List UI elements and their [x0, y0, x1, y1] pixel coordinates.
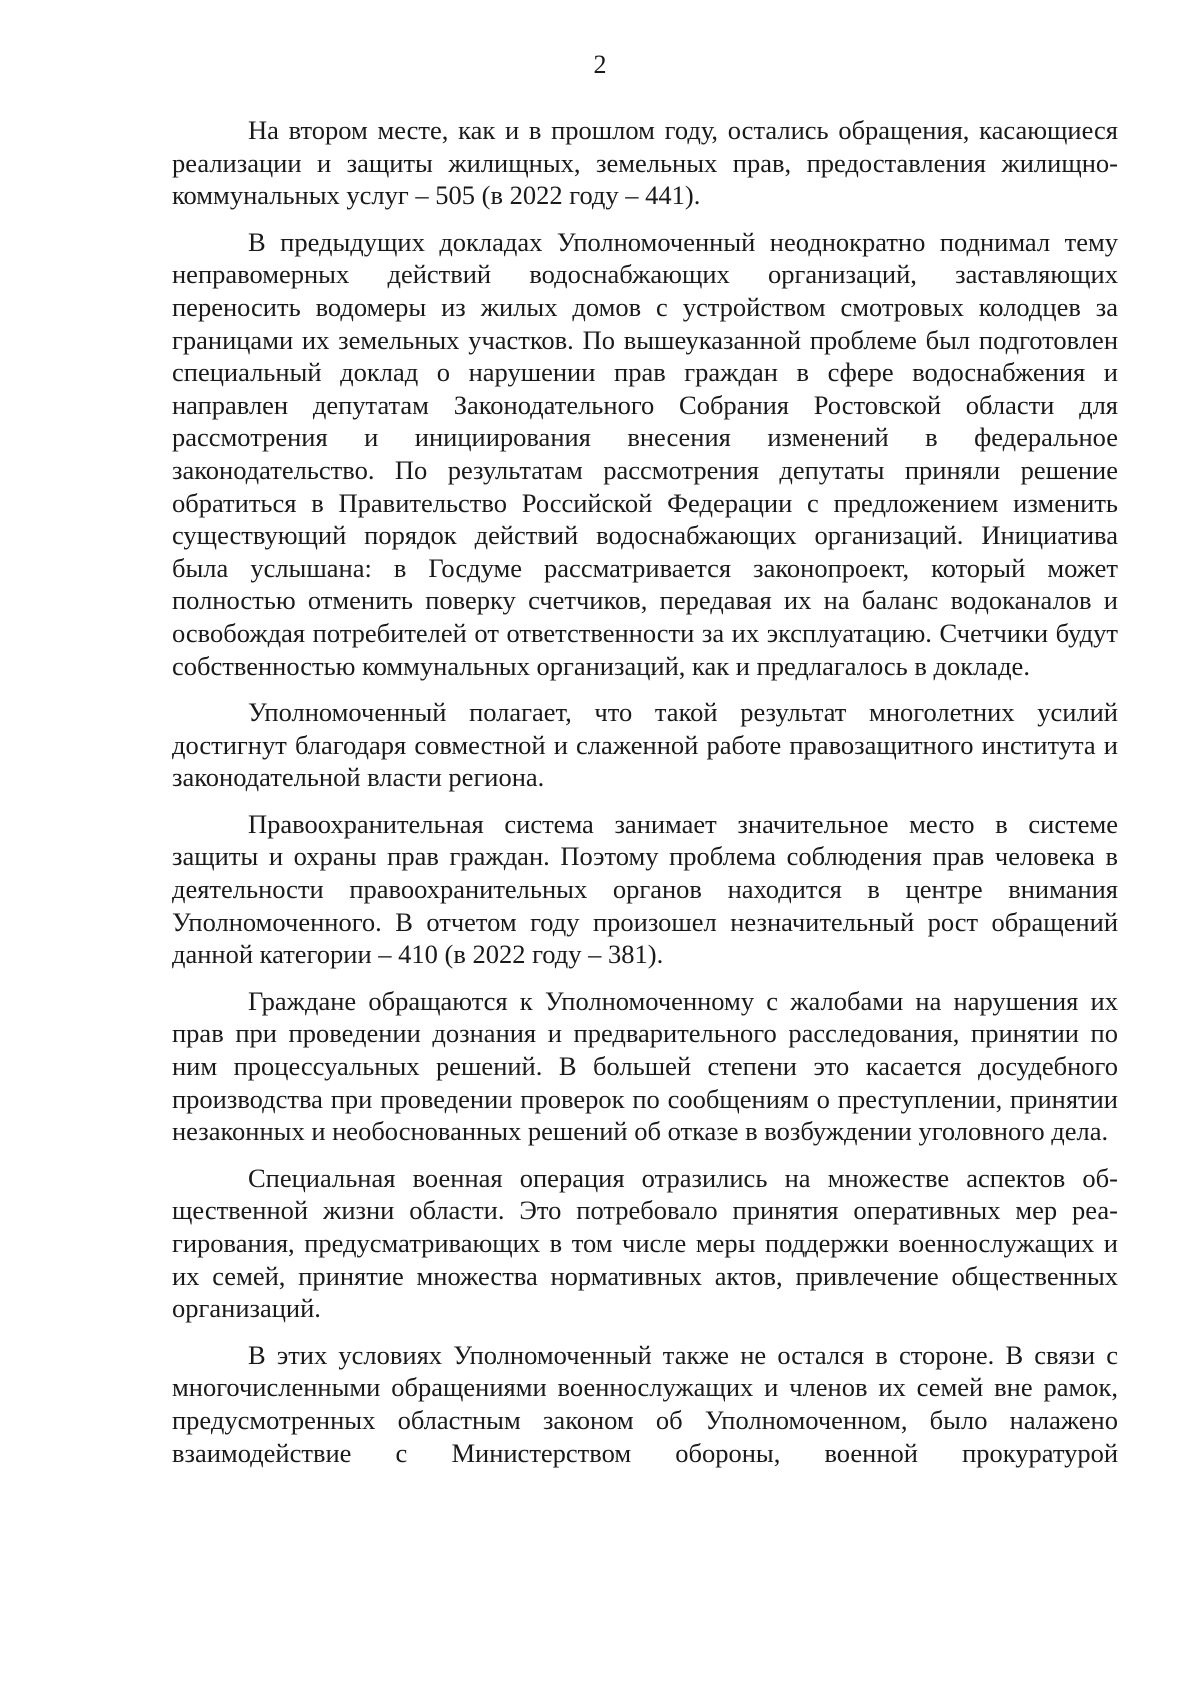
- paragraph-ombudsman-cooperation: В этих условиях Уполномоченный также не остался в стороне. В связи с многочисленными обращениями военнослужащих и членов их семей вне рамок, предусмотренных областным законом об Уполномоченном, было налажено взаимодействие с Министерством обороны, военной прокуратурой: [172, 1339, 1118, 1468]
- paragraph-law-enforcement: Правоохранительная система занимает значительное место в системе защиты и охраны прав граждан. Поэтому проблема соблюдения прав человека в деятельности правоохранительных органов находится в центре внимания Уполномоченного. В отчетом году произошел незначительный рост обращений данной категории – 410 (в 2022 году – 381).: [172, 808, 1118, 970]
- paragraph-ombudsman-assessment: Уполномоченный полагает, что такой результат многолетних усилий достигнут благодаря совместной и слаженной работе правозащитного института и законодательной власти региона.: [172, 697, 1118, 793]
- paragraph-special-operation: Специальная военная операция отразились на множестве аспектов общественной жизни области. Это потребовало принятия оперативных мер реагирования, предусматривающих в том числе меры поддержки военнослужащих и их семей, принятие множества нормативных актов, привлечение общественных организаций.: [172, 1162, 1118, 1324]
- paragraph-citizen-complaints: Граждане обращаются к Уполномоченному с жалобами на нарушения их прав при проведении дознания и предварительного расследования, принятии по ним процессуальных решений. В большей степени это касается досудебного производства при проведении проверок по сообщениям о преступлении, принятии незаконных и необоснованных решений об отказе в возбуждении уголовного дела.: [172, 985, 1118, 1147]
- page-number: 2: [593, 50, 607, 79]
- paragraph-water-supply-report: В предыдущих докладах Уполномоченный неоднократно поднимал тему неправомерных действий водоснабжающих организаций, заставляющих переносить водомеры из жилых домов с устройством смотровых колодцев за границами их земельных участков. По вышеуказанной проблеме был подготовлен специальный доклад о нарушении прав граждан в сфере водоснабжения и направлен депутатам Законодательного Собрания Ростовской области для рассмотрения и инициирования внесения изменений в федеральное законодательство. По результатам рассмотрения депутаты приняли решение обратиться в Правительство Российской Федерации с предложением изменить существующий порядок действий водоснабжающих организаций. Инициатива была услышана: в Госдуме рассматривается законопроект, который может полностью отменить поверку счетчиков, передавая их на баланс водоканалов и освобождая потребителей от ответственности за их эксплуатацию. Счетчики будут собственностью коммунальных организаций, как и предлагалось в докладе.: [172, 226, 1118, 681]
- body-text: [172, 114, 1118, 1483]
- paragraph-housing-appeals: На втором месте, как и в прошлом году, остались обращения, касающиеся реализации и защиты жилищных, земельных прав, предоставления жилищно-коммунальных услуг – 505 (в 2022 году – 441).: [172, 115, 1118, 211]
